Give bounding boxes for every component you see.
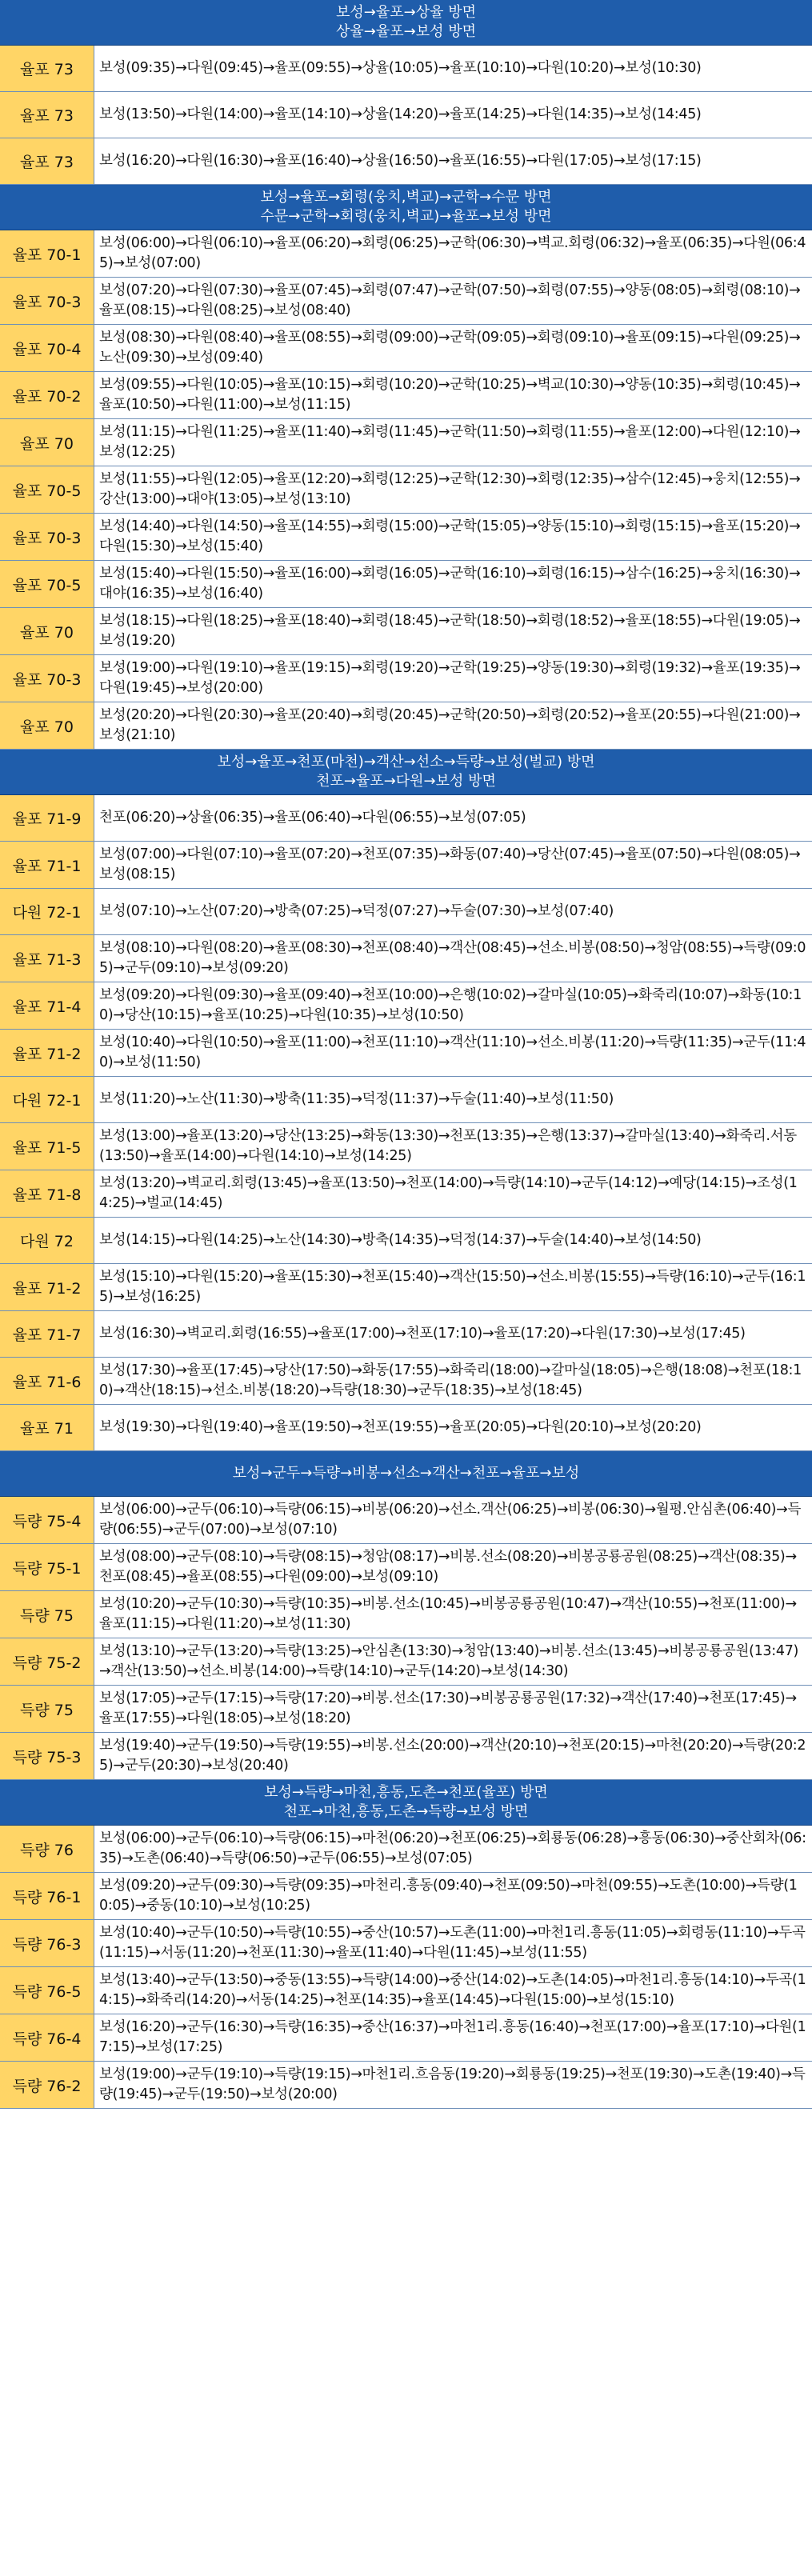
schedule-text: 보성(17:30)→율포(17:45)→당산(17:50)→화동(17:55)→화죽리(18:00)→갈마실(18:05)→은행(18:08)→천포(18:10)→객산(18:15)→선소.비봉(18:20)→득량(18:30)→군두(18:35)→보성(18:45) <box>94 1358 812 1404</box>
schedule-text: 보성(07:10)→노산(07:20)→방축(07:25)→덕정(07:27)→두술(07:30)→보성(07:40) <box>94 889 812 934</box>
schedule-text: 보성(15:40)→다원(15:50)→율포(16:00)→회령(16:05)→군학(16:10)→회령(16:15)→삼수(16:25)→웅치(16:30)→대야(16:35)→보성(16:40) <box>94 561 812 607</box>
schedule-text: 천포(06:20)→상율(06:35)→율포(06:40)→다원(06:55)→보성(07:05) <box>94 795 812 841</box>
schedule-text: 보성(06:00)→군두(06:10)→득량(06:15)→마천(06:20)→천포(06:25)→회룡동(06:28)→흥동(06:30)→중산회차(06:35)→도촌(06:40)→득량(06:50)→군두(06:55)→보성(07:05) <box>94 1826 812 1872</box>
schedule-row <box>0 702 812 750</box>
section-header <box>0 1780 812 1826</box>
route-number: 율포 73 <box>0 138 94 184</box>
schedule-row <box>0 1920 812 1967</box>
schedule-text: 보성(10:20)→군두(10:30)→득량(10:35)→비봉.선소(10:45)→비봉공룡공원(10:47)→객산(10:55)→천포(11:00)→율포(11:15)→다원(11:20)→보성(11:30) <box>94 1591 812 1638</box>
schedule-text: 보성(11:55)→다원(12:05)→율포(12:20)→회령(12:25)→군학(12:30)→회령(12:35)→삼수(12:45)→웅치(12:55)→강산(13:00)→대야(13:05)→보성(13:10) <box>94 466 812 513</box>
schedule-text: 보성(10:40)→군두(10:50)→득량(10:55)→중산(10:57)→도촌(11:00)→마천1리.흥동(11:05)→회령동(11:10)→두곡(11:15)→서동(11:20)→천포(11:30)→율포(11:40)→다원(11:45)→보성(11:55) <box>94 1920 812 1966</box>
route-number: 율포 71 <box>0 1405 94 1450</box>
schedule-text: 보성(09:20)→군두(09:30)→득량(09:35)→마천리.흥동(09:40)→천포(09:50)→마천(09:55)→도촌(10:00)→득량(10:05)→중동(10:10)→보성(10:25) <box>94 1873 812 1919</box>
schedule-row <box>0 889 812 935</box>
schedule-text: 보성(07:20)→다원(07:30)→율포(07:45)→회령(07:47)→군학(07:50)→회령(07:55)→양동(08:05)→회령(08:10)→율포(08:15)→다원(08:25)→보성(08:40) <box>94 278 812 324</box>
schedule-row <box>0 1311 812 1358</box>
route-number: 율포 71-1 <box>0 842 94 888</box>
route-number: 율포 70-3 <box>0 655 94 702</box>
schedule-text: 보성(11:20)→노산(11:30)→방축(11:35)→덕정(11:37)→두술(11:40)→보성(11:50) <box>94 1077 812 1122</box>
route-number: 율포 71-2 <box>0 1264 94 1310</box>
schedule-text: 보성(13:40)→군두(13:50)→중동(13:55)→득량(14:00)→중산(14:02)→도촌(14:05)→마천1리.흥동(14:10)→두곡(14:15)→화죽리(14:20)→서동(14:25)→천포(14:35)→율포(14:45)→다원(15:00)→보성(15:10) <box>94 1967 812 2014</box>
schedule-row <box>0 1358 812 1405</box>
schedule-text: 보성(13:00)→율포(13:20)→당산(13:25)→화동(13:30)→천포(13:35)→은행(13:37)→갈마실(13:40)→화죽리.서동(13:50)→율포(14:00)→다원(14:10)→보성(14:25) <box>94 1123 812 1170</box>
section-header <box>0 0 812 46</box>
schedule-text: 보성(16:20)→다원(16:30)→율포(16:40)→상율(16:50)→율포(16:55)→다원(17:05)→보성(17:15) <box>94 138 812 184</box>
schedule-row <box>0 1264 812 1311</box>
schedule-text: 보성(07:00)→다원(07:10)→율포(07:20)→천포(07:35)→화동(07:40)→당산(07:45)→율포(07:50)→다원(08:05)→보성(08:15) <box>94 842 812 888</box>
schedule-text: 보성(14:40)→다원(14:50)→율포(14:55)→회령(15:00)→군학(15:05)→양동(15:10)→회령(15:15)→율포(15:20)→다원(15:30)→보성(15:40) <box>94 514 812 560</box>
schedule-text: 보성(16:30)→벽교리.회령(16:55)→율포(17:00)→천포(17:10)→율포(17:20)→다원(17:30)→보성(17:45) <box>94 1311 812 1357</box>
schedule-row <box>0 1591 812 1638</box>
schedule-text: 보성(13:20)→벽교리.회령(13:45)→율포(13:50)→천포(14:00)→득량(14:10)→군두(14:12)→예당(14:15)→조성(14:25)→벌교(14:45) <box>94 1170 812 1217</box>
schedule-row <box>0 419 812 466</box>
section-header-line: 보성→율포→회령(웅치,벽교)→군학→수문 방면 <box>260 189 552 206</box>
schedule-text: 보성(08:00)→군두(08:10)→득량(08:15)→청암(08:17)→비봉.선소(08:20)→비봉공룡공원(08:25)→객산(08:35)→천포(08:45)→율포(08:55)→다원(09:00)→보성(09:10) <box>94 1544 812 1590</box>
schedule-row <box>0 466 812 514</box>
schedule-text: 보성(06:00)→다원(06:10)→율포(06:20)→회령(06:25)→군학(06:30)→벽교.회령(06:32)→율포(06:35)→다원(06:45)→보성(07:00) <box>94 230 812 277</box>
schedule-row <box>0 1826 812 1873</box>
schedule-text: 보성(15:10)→다원(15:20)→율포(15:30)→천포(15:40)→객산(15:50)→선소.비봉(15:55)→득량(16:10)→군두(16:15)→보성(16:25) <box>94 1264 812 1310</box>
route-number: 득량 75-1 <box>0 1544 94 1590</box>
route-number: 율포 71-8 <box>0 1170 94 1217</box>
route-number: 다원 72-1 <box>0 1077 94 1122</box>
schedule-text: 보성(11:15)→다원(11:25)→율포(11:40)→회령(11:45)→군학(11:50)→회령(11:55)→율포(12:00)→다원(12:10)→보성(12:25) <box>94 419 812 466</box>
schedule-row <box>0 1733 812 1780</box>
route-number: 율포 70 <box>0 608 94 654</box>
route-number: 득량 76 <box>0 1826 94 1872</box>
schedule-row <box>0 138 812 185</box>
route-number: 득량 76-2 <box>0 2062 94 2108</box>
schedule-row <box>0 1218 812 1264</box>
section-header <box>0 1451 812 1497</box>
schedule-text: 보성(18:15)→다원(18:25)→율포(18:40)→회령(18:45)→군학(18:50)→회령(18:52)→율포(18:55)→다원(19:05)→보성(19:20) <box>94 608 812 654</box>
section-header-line: 보성→율포→상율 방면 <box>336 4 476 21</box>
schedule-row <box>0 278 812 325</box>
route-number: 율포 70-3 <box>0 514 94 560</box>
schedule-text: 보성(20:20)→다원(20:30)→율포(20:40)→회령(20:45)→군학(20:50)→회령(20:52)→율포(20:55)→다원(21:00)→보성(21:10) <box>94 702 812 749</box>
route-number: 율포 71-5 <box>0 1123 94 1170</box>
route-number: 득량 75-4 <box>0 1497 94 1543</box>
schedule-text: 보성(16:20)→군두(16:30)→득량(16:35)→중산(16:37)→마천1리.흥동(16:40)→천포(17:00)→율포(17:10)→다원(17:15)→보성(17:25) <box>94 2014 812 2061</box>
section-header-line: 천포→율포→다원→보성 방면 <box>316 773 496 790</box>
schedule-row <box>0 514 812 561</box>
schedule-row <box>0 1170 812 1218</box>
route-number: 율포 71-6 <box>0 1358 94 1404</box>
schedule-row <box>0 982 812 1030</box>
schedule-text: 보성(17:05)→군두(17:15)→득량(17:20)→비봉.선소(17:30)→비봉공룡공원(17:32)→객산(17:40)→천포(17:45)→율포(17:55)→다원(18:05)→보성(18:20) <box>94 1686 812 1732</box>
section-header-line: 보성→군두→득량→비봉→선소→객산→천포→율포→보성 <box>232 1465 580 1482</box>
schedule-row <box>0 325 812 372</box>
schedule-row <box>0 1638 812 1686</box>
route-number: 득량 75-3 <box>0 1733 94 1779</box>
route-number: 율포 71-3 <box>0 935 94 982</box>
route-number: 득량 75 <box>0 1686 94 1732</box>
schedule-row <box>0 1544 812 1591</box>
schedule-row <box>0 2062 812 2109</box>
schedule-row <box>0 1077 812 1123</box>
schedule-text: 보성(08:30)→다원(08:40)→율포(08:55)→회령(09:00)→군학(09:05)→회령(09:10)→율포(09:15)→다원(09:25)→노산(09:30)→보성(09:40) <box>94 325 812 371</box>
schedule-row <box>0 1030 812 1077</box>
route-number: 다원 72 <box>0 1218 94 1263</box>
schedule-row <box>0 935 812 982</box>
schedule-row <box>0 2014 812 2062</box>
route-number: 율포 70 <box>0 702 94 749</box>
section-header <box>0 750 812 795</box>
route-number: 득량 75 <box>0 1591 94 1638</box>
section-header-line: 천포→마천,흥동,도촌→득량→보성 방면 <box>283 1803 529 1820</box>
schedule-text: 보성(08:10)→다원(08:20)→율포(08:30)→천포(08:40)→객산(08:45)→선소.비봉(08:50)→청암(08:55)→득량(09:05)→군두(09:10)→보성(09:20) <box>94 935 812 982</box>
route-number: 율포 70 <box>0 419 94 466</box>
route-number: 다원 72-1 <box>0 889 94 934</box>
schedule-row <box>0 842 812 889</box>
schedule-text: 보성(13:10)→군두(13:20)→득량(13:25)→안심촌(13:30)→청암(13:40)→비봉.선소(13:45)→비봉공룡공원(13:47)→객산(13:50)→선소.비봉(14:00)→득량(14:10)→군두(14:20)→보성(14:30) <box>94 1638 812 1685</box>
schedule-row <box>0 1686 812 1733</box>
route-number: 율포 70-1 <box>0 230 94 277</box>
route-number: 득량 75-2 <box>0 1638 94 1685</box>
route-number: 율포 71-9 <box>0 795 94 841</box>
schedule-text: 보성(19:00)→다원(19:10)→율포(19:15)→회령(19:20)→군학(19:25)→양동(19:30)→회령(19:32)→율포(19:35)→다원(19:45)→보성(20:00) <box>94 655 812 702</box>
route-number: 율포 70-5 <box>0 466 94 513</box>
route-number: 율포 71-4 <box>0 982 94 1029</box>
schedule-text: 보성(09:55)→다원(10:05)→율포(10:15)→회령(10:20)→군학(10:25)→벽교(10:30)→양동(10:35)→회령(10:45)→율포(10:50)→다원(11:00)→보성(11:15) <box>94 372 812 418</box>
schedule-text: 보성(06:00)→군두(06:10)→득량(06:15)→비봉(06:20)→선소.객산(06:25)→비봉(06:30)→월평.안심촌(06:40)→득량(06:55)→군두(07:00)→보성(07:10) <box>94 1497 812 1543</box>
schedule-row <box>0 46 812 92</box>
schedule-row <box>0 1123 812 1170</box>
schedule-row <box>0 1405 812 1451</box>
route-number: 득량 76-3 <box>0 1920 94 1966</box>
route-number: 율포 70-4 <box>0 325 94 371</box>
schedule-row <box>0 230 812 278</box>
route-number: 율포 73 <box>0 92 94 138</box>
schedule-text: 보성(13:50)→다원(14:00)→율포(14:10)→상율(14:20)→율포(14:25)→다원(14:35)→보성(14:45) <box>94 92 812 138</box>
section-header-line: 상율→율포→보성 방면 <box>336 23 476 40</box>
route-number: 율포 70-3 <box>0 278 94 324</box>
schedule-row <box>0 655 812 702</box>
route-number: 득량 76-4 <box>0 2014 94 2061</box>
schedule-row <box>0 608 812 655</box>
schedule-text: 보성(10:40)→다원(10:50)→율포(11:00)→천포(11:10)→객산(11:10)→선소.비봉(11:20)→득량(11:35)→군두(11:40)→보성(11:50) <box>94 1030 812 1076</box>
route-number: 율포 73 <box>0 46 94 91</box>
schedule-text: 보성(14:15)→다원(14:25)→노산(14:30)→방축(14:35)→덕정(14:37)→두술(14:40)→보성(14:50) <box>94 1218 812 1263</box>
route-number: 율포 70-2 <box>0 372 94 418</box>
schedule-row <box>0 1497 812 1544</box>
section-header-line: 보성→율포→천포(마천)→객산→선소→득량→보성(벌교) 방면 <box>217 754 595 770</box>
schedule-row <box>0 1967 812 2014</box>
route-number: 율포 71-2 <box>0 1030 94 1076</box>
schedule-row <box>0 92 812 138</box>
schedule-text: 보성(19:30)→다원(19:40)→율포(19:50)→천포(19:55)→율포(20:05)→다원(20:10)→보성(20:20) <box>94 1405 812 1450</box>
schedule-row <box>0 561 812 608</box>
route-number: 율포 70-5 <box>0 561 94 607</box>
schedule-text: 보성(09:20)→다원(09:30)→율포(09:40)→천포(10:00)→은행(10:02)→갈마실(10:05)→화죽리(10:07)→화동(10:10)→당산(10:15)→율포(10:25)→다원(10:35)→보성(10:50) <box>94 982 812 1029</box>
schedule-text: 보성(09:35)→다원(09:45)→율포(09:55)→상율(10:05)→율포(10:10)→다원(10:20)→보성(10:30) <box>94 46 812 91</box>
schedule-row <box>0 1873 812 1920</box>
schedule-row <box>0 372 812 419</box>
route-number: 득량 76-1 <box>0 1873 94 1919</box>
section-header <box>0 185 812 230</box>
section-header-line: 보성→득량→마천,흥동,도촌→천포(율포) 방면 <box>264 1784 548 1801</box>
schedule-text: 보성(19:40)→군두(19:50)→득량(19:55)→비봉.선소(20:00)→객산(20:10)→천포(20:15)→마천(20:20)→득량(20:25)→군두(20:30)→보성(20:40) <box>94 1733 812 1779</box>
section-header-line: 수문→군학→회령(웅치,벽교)→율포→보성 방면 <box>260 208 552 225</box>
route-number: 율포 71-7 <box>0 1311 94 1357</box>
route-number: 득량 76-5 <box>0 1967 94 2014</box>
schedule-row <box>0 795 812 842</box>
schedule-text: 보성(19:00)→군두(19:10)→득량(19:15)→마천1리.흐음동(19:20)→회룡동(19:25)→천포(19:30)→도촌(19:40)→득량(19:45)→군두(19:50)→보성(20:00) <box>94 2062 812 2108</box>
